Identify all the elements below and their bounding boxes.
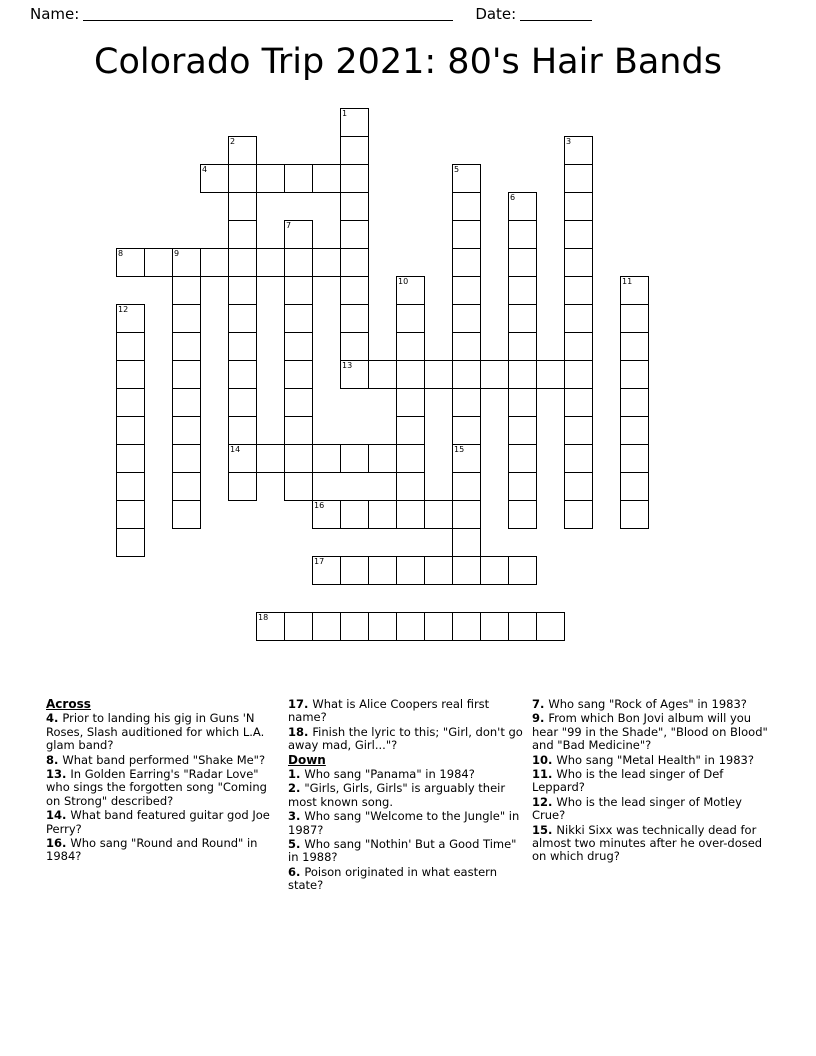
clue-number: 16.	[46, 836, 71, 851]
grid-cell[interactable]	[172, 304, 201, 333]
grid-cell[interactable]	[116, 360, 145, 389]
grid-cell[interactable]	[424, 556, 453, 585]
grid-cell[interactable]	[116, 332, 145, 361]
grid-cell[interactable]	[116, 388, 145, 417]
grid-cell[interactable]	[564, 360, 593, 389]
grid-cell[interactable]	[396, 304, 425, 333]
clue-text: Finish the lyric to this; "Girl, don't go away mad, Girl..."?	[288, 724, 523, 753]
grid-cell[interactable]	[284, 388, 313, 417]
grid-cell[interactable]	[368, 500, 397, 529]
grid-cell[interactable]	[480, 556, 509, 585]
grid-cell-number: 10	[398, 277, 409, 286]
clue-text: What band performed "Shake Me"?	[62, 752, 266, 767]
grid-cell-number: 15	[454, 445, 465, 454]
clue-number: 1.	[288, 767, 305, 782]
grid-cell[interactable]	[312, 500, 341, 529]
clue-number: 11.	[532, 767, 557, 782]
grid-cell[interactable]	[340, 304, 369, 333]
clue-item	[288, 810, 528, 837]
grid-cell[interactable]	[228, 444, 257, 473]
grid-cell[interactable]	[536, 612, 565, 641]
grid-cell-number: 17	[314, 557, 325, 566]
clue-number: 14.	[46, 808, 71, 823]
grid-cell[interactable]	[116, 248, 145, 277]
grid-cell[interactable]	[396, 472, 425, 501]
grid-cell[interactable]	[452, 416, 481, 445]
grid-cell[interactable]	[228, 472, 257, 501]
clue-number: 18.	[288, 724, 313, 739]
clue-item	[46, 809, 278, 836]
grid-cell[interactable]	[396, 556, 425, 585]
grid-cell[interactable]	[172, 360, 201, 389]
grid-cell[interactable]	[564, 388, 593, 417]
grid-cell[interactable]	[116, 304, 145, 333]
grid-cell[interactable]	[172, 444, 201, 473]
clue-item	[532, 754, 776, 767]
clue-number: 9.	[532, 711, 549, 726]
clue-number: 10.	[532, 752, 557, 767]
grid-cell[interactable]	[620, 416, 649, 445]
grid-cell[interactable]	[172, 332, 201, 361]
grid-cell[interactable]	[452, 304, 481, 333]
grid-cell[interactable]	[564, 416, 593, 445]
clue-item	[532, 768, 776, 795]
grid-cell[interactable]	[340, 248, 369, 277]
clue-item	[532, 698, 776, 711]
clue-item	[532, 796, 776, 823]
grid-cell[interactable]	[228, 304, 257, 333]
grid-cell[interactable]	[508, 612, 537, 641]
grid-cell[interactable]	[228, 136, 257, 165]
clue-text: What band featured guitar god Joe Perry?	[46, 808, 270, 836]
grid-cell[interactable]	[284, 612, 313, 641]
grid-cell[interactable]	[284, 164, 313, 193]
grid-cell-number: 13	[342, 361, 353, 370]
grid-cell[interactable]	[620, 500, 649, 529]
clue-item	[532, 712, 776, 752]
grid-cell[interactable]	[508, 500, 537, 529]
grid-cell[interactable]	[228, 388, 257, 417]
grid-cell[interactable]	[564, 444, 593, 473]
crossword-grid	[0, 108, 816, 698]
grid-cell[interactable]	[564, 164, 593, 193]
grid-cell-number: 12	[118, 305, 129, 314]
date-write-line[interactable]	[520, 8, 592, 21]
grid-cell[interactable]	[396, 612, 425, 641]
grid-cell[interactable]	[452, 332, 481, 361]
grid-cell[interactable]	[340, 220, 369, 249]
grid-cell[interactable]	[284, 220, 313, 249]
grid-cell[interactable]	[228, 248, 257, 277]
clue-number: 15.	[532, 822, 557, 837]
name-label: Name:	[30, 5, 80, 23]
clue-item	[288, 782, 528, 809]
grid-cell[interactable]	[564, 136, 593, 165]
clue-item	[288, 866, 528, 893]
grid-cell[interactable]	[536, 360, 565, 389]
grid-cell[interactable]	[508, 416, 537, 445]
grid-cell[interactable]	[368, 556, 397, 585]
grid-cell[interactable]	[172, 500, 201, 529]
grid-cell[interactable]	[256, 612, 285, 641]
grid-cell[interactable]	[508, 360, 537, 389]
grid-cell[interactable]	[564, 472, 593, 501]
grid-cell[interactable]	[368, 612, 397, 641]
grid-cell[interactable]	[396, 444, 425, 473]
clue-text: Who sang "Panama" in 1984?	[304, 767, 475, 782]
grid-cell[interactable]	[452, 164, 481, 193]
clue-text: Who is the lead singer of Def Leppard?	[532, 767, 724, 795]
grid-cell[interactable]	[368, 360, 397, 389]
clue-text: From which Bon Jovi album will you hear "99 in the Shade", "Blood on Blood" and "Bad Medicine"?	[532, 711, 768, 753]
date-label: Date:	[475, 5, 517, 23]
clue-text: Poison originated in what eastern state?	[288, 864, 497, 893]
worksheet-header	[0, 0, 816, 28]
clue-text: Prior to landing his gig in Guns 'N Roses, Slash auditioned for which L.A. glam band?	[46, 711, 265, 753]
clue-text: Who is the lead singer of Motley Crue?	[532, 794, 742, 823]
grid-cell[interactable]	[340, 136, 369, 165]
grid-cell[interactable]	[452, 472, 481, 501]
grid-cell[interactable]	[452, 220, 481, 249]
grid-cell[interactable]	[452, 360, 481, 389]
grid-cell[interactable]	[508, 276, 537, 305]
clue-item	[288, 768, 528, 781]
grid-cell[interactable]	[452, 192, 481, 221]
grid-cell[interactable]	[228, 332, 257, 361]
grid-cell[interactable]	[312, 612, 341, 641]
grid-cell[interactable]	[340, 276, 369, 305]
grid-cell[interactable]	[284, 332, 313, 361]
across-heading: Across	[46, 697, 91, 711]
grid-cell[interactable]	[620, 388, 649, 417]
grid-cell[interactable]	[452, 500, 481, 529]
grid-cell[interactable]	[508, 444, 537, 473]
grid-cell[interactable]	[256, 248, 285, 277]
grid-cell[interactable]	[564, 500, 593, 529]
grid-cell-number: 11	[622, 277, 633, 286]
grid-cell[interactable]	[284, 472, 313, 501]
down-heading: Down	[288, 752, 326, 767]
grid-cell-number: 1	[342, 109, 348, 118]
grid-cell[interactable]	[564, 192, 593, 221]
clue-item	[532, 824, 776, 864]
grid-cell[interactable]	[228, 164, 257, 193]
grid-cell[interactable]	[480, 360, 509, 389]
grid-cell-number: 16	[314, 501, 325, 510]
grid-cell[interactable]	[116, 444, 145, 473]
grid-cell[interactable]	[508, 248, 537, 277]
grid-cell[interactable]	[312, 248, 341, 277]
grid-cell[interactable]	[116, 472, 145, 501]
grid-cell[interactable]	[396, 332, 425, 361]
grid-cell[interactable]	[340, 444, 369, 473]
clue-column-1	[46, 698, 278, 865]
grid-cell[interactable]	[508, 472, 537, 501]
clue-section	[46, 698, 776, 978]
clue-text: Who sang "Nothin' But a Good Time" in 1988?	[288, 837, 517, 865]
grid-cell[interactable]	[368, 444, 397, 473]
grid-cell[interactable]	[452, 276, 481, 305]
grid-cell-number: 9	[174, 249, 180, 258]
grid-cell[interactable]	[228, 416, 257, 445]
clue-number: 8.	[46, 752, 63, 767]
clue-number: 12.	[532, 794, 557, 809]
grid-cell[interactable]	[340, 612, 369, 641]
grid-cell-number: 4	[202, 165, 208, 174]
clue-item	[288, 726, 528, 753]
clue-text: Who sang "Round and Round" in 1984?	[46, 836, 258, 864]
clue-text: Nikki Sixx was technically dead for almost two minutes after he over-dosed on which drug?	[532, 822, 763, 864]
grid-cell[interactable]	[452, 444, 481, 473]
grid-cell[interactable]	[172, 388, 201, 417]
grid-cell[interactable]	[312, 556, 341, 585]
grid-cell[interactable]	[508, 192, 537, 221]
grid-cell[interactable]	[620, 304, 649, 333]
grid-cell[interactable]	[228, 192, 257, 221]
grid-cell-number: 3	[566, 137, 572, 146]
grid-cell[interactable]	[116, 500, 145, 529]
clue-number: 5.	[288, 837, 305, 852]
grid-cell[interactable]	[144, 248, 173, 277]
grid-cell[interactable]	[284, 304, 313, 333]
grid-cell[interactable]	[228, 360, 257, 389]
grid-cell[interactable]	[620, 276, 649, 305]
grid-cell[interactable]	[452, 248, 481, 277]
grid-cell-number: 14	[230, 445, 241, 454]
grid-cell[interactable]	[508, 332, 537, 361]
clue-number: 2.	[288, 781, 305, 796]
clue-number: 3.	[288, 809, 305, 824]
grid-cell[interactable]	[452, 528, 481, 557]
grid-cell[interactable]	[172, 472, 201, 501]
clue-number: 13.	[46, 767, 71, 782]
grid-cell[interactable]	[620, 444, 649, 473]
grid-cell[interactable]	[200, 164, 229, 193]
grid-cell[interactable]	[116, 528, 145, 557]
grid-cell[interactable]	[452, 388, 481, 417]
grid-cell[interactable]	[228, 220, 257, 249]
clue-number: 7.	[532, 697, 549, 711]
clue-number: 6.	[288, 864, 305, 879]
grid-cell[interactable]	[312, 444, 341, 473]
grid-cell[interactable]	[508, 556, 537, 585]
clue-item	[46, 754, 278, 767]
grid-cell[interactable]	[284, 276, 313, 305]
clue-text: "Girls, Girls, Girls" is arguably their most known song.	[288, 781, 506, 809]
grid-cell[interactable]	[284, 360, 313, 389]
page-title: Colorado Trip 2021: 80's Hair Bands	[94, 42, 722, 82]
grid-cell[interactable]	[340, 332, 369, 361]
grid-cell[interactable]	[284, 248, 313, 277]
clue-item	[46, 768, 278, 808]
grid-cell[interactable]	[340, 164, 369, 193]
grid-cell[interactable]	[508, 388, 537, 417]
grid-cell-number: 2	[230, 137, 236, 146]
grid-cell[interactable]	[312, 164, 341, 193]
clue-text: Who sang "Rock of Ages" in 1983?	[548, 697, 747, 711]
clue-column-3	[532, 698, 776, 865]
grid-cell[interactable]	[284, 416, 313, 445]
name-write-line[interactable]	[83, 8, 453, 21]
grid-cell[interactable]	[340, 360, 369, 389]
grid-cell[interactable]	[256, 444, 285, 473]
grid-cell[interactable]	[396, 416, 425, 445]
grid-cell[interactable]	[340, 108, 369, 137]
clue-number: 17.	[288, 697, 313, 711]
grid-cell[interactable]	[396, 388, 425, 417]
grid-cell[interactable]	[340, 192, 369, 221]
clue-item	[288, 838, 528, 865]
grid-cell[interactable]	[508, 220, 537, 249]
grid-cell[interactable]	[172, 416, 201, 445]
grid-cell[interactable]	[452, 556, 481, 585]
grid-cell[interactable]	[452, 612, 481, 641]
grid-cell-number: 7	[286, 221, 292, 230]
grid-cell[interactable]	[564, 332, 593, 361]
grid-cell[interactable]	[424, 500, 453, 529]
grid-cell[interactable]	[396, 360, 425, 389]
grid-cell[interactable]	[172, 276, 201, 305]
grid-cell[interactable]	[564, 248, 593, 277]
grid-cell[interactable]	[116, 416, 145, 445]
clue-item	[46, 712, 278, 752]
grid-cell[interactable]	[564, 304, 593, 333]
grid-cell[interactable]	[200, 248, 229, 277]
grid-cell[interactable]	[228, 276, 257, 305]
grid-cell[interactable]	[340, 556, 369, 585]
grid-cell-number: 5	[454, 165, 460, 174]
grid-cell[interactable]	[564, 220, 593, 249]
grid-cell[interactable]	[620, 472, 649, 501]
grid-cell[interactable]	[396, 500, 425, 529]
clue-text: What is Alice Coopers real first name?	[288, 697, 490, 725]
clue-item	[288, 698, 528, 725]
grid-cell[interactable]	[340, 500, 369, 529]
grid-cell[interactable]	[172, 248, 201, 277]
clue-text: Who sang "Welcome to the Jungle" in 1987?	[288, 809, 520, 837]
grid-cell-number: 18	[258, 613, 269, 622]
grid-cell[interactable]	[620, 360, 649, 389]
clue-column-2	[288, 698, 528, 894]
grid-cell[interactable]	[284, 444, 313, 473]
grid-cell[interactable]	[424, 360, 453, 389]
grid-cell[interactable]	[424, 612, 453, 641]
clue-text: Who sang "Metal Health" in 1983?	[556, 752, 754, 767]
grid-cell-number: 8	[118, 249, 124, 258]
grid-cell[interactable]	[480, 612, 509, 641]
grid-cell-number: 6	[510, 193, 516, 202]
grid-cell[interactable]	[256, 164, 285, 193]
clue-item	[46, 837, 278, 864]
grid-cell[interactable]	[508, 304, 537, 333]
clue-number: 4.	[46, 711, 63, 726]
clue-text: In Golden Earring's "Radar Love" who sings the forgotten song "Coming on Strong" described?	[46, 767, 267, 808]
grid-cell[interactable]	[396, 276, 425, 305]
grid-cell[interactable]	[620, 332, 649, 361]
grid-cell[interactable]	[564, 276, 593, 305]
